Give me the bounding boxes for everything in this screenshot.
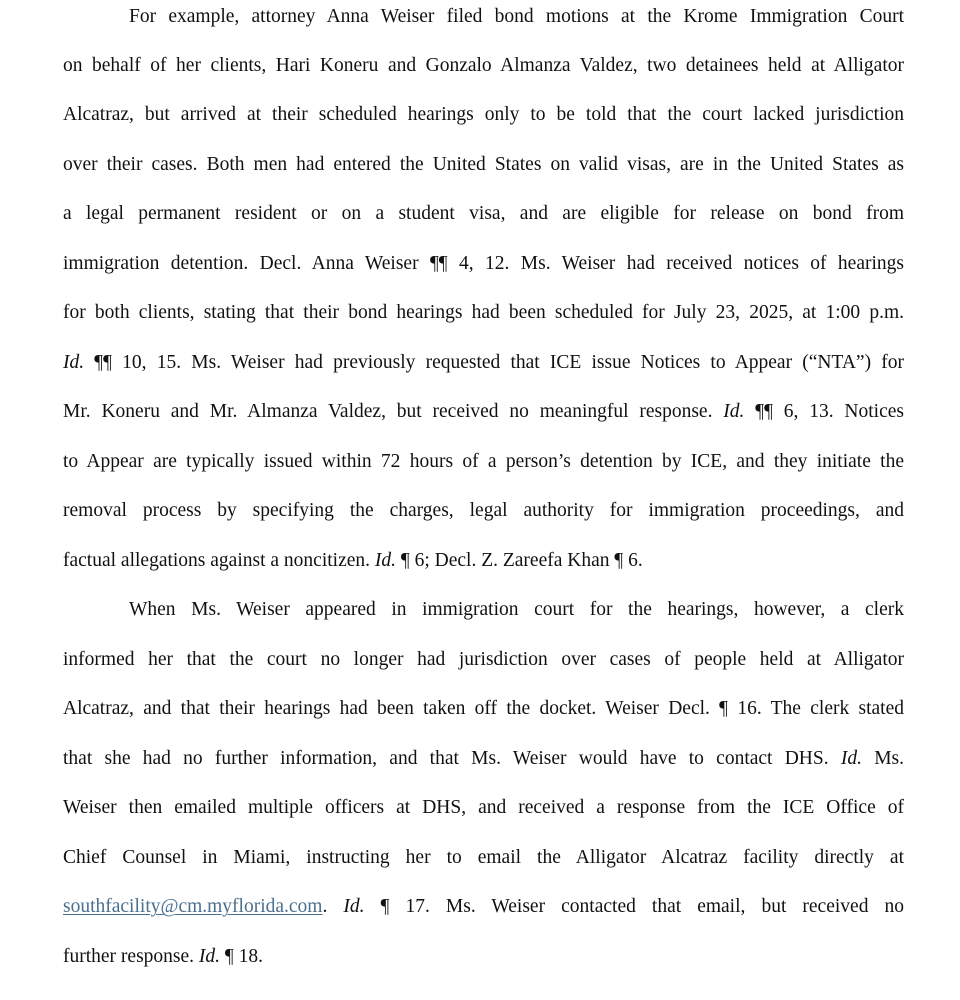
p1-line-6: immigration detention. Decl. Anna Weiser ¶¶ 4, 12. Ms. Weiser had received notices of hearings [63, 253, 904, 274]
p1-line-1: For example, attorney Anna Weiser filed bond motions at the Krome Immigration Court [129, 6, 904, 27]
p2-line-8-text-b: ¶ 18. [220, 946, 264, 967]
p2-line-3: Alcatraz, and that their hearings had been taken off the docket. Weiser Decl. ¶ 16. The clerk stated [63, 698, 904, 719]
p2-line-1: When Ms. Weiser appeared in immigration court for the hearings, however, a clerk [129, 599, 904, 620]
p1-line-3: Alcatraz, but arrived at their scheduled hearings only to be told that the court lacked jurisdiction [63, 104, 904, 125]
p2-line-4-text-a: that she had no further information, and that Ms. Weiser would have to contact DHS. [63, 748, 841, 769]
p2-line-7-text-a: . [322, 896, 344, 917]
id-citation: Id. [374, 550, 397, 571]
email-link[interactable]: southfacility@cm.myflorida.com [63, 896, 323, 917]
p2-line-5: Weiser then emailed multiple officers at DHS, and received a response from the ICE Office of [63, 797, 904, 818]
p2-line-4-text-b: Ms. [861, 748, 904, 769]
p1-line-10: to Appear are typically issued within 72 hours of a person’s detention by ICE, and they initiate the [63, 451, 904, 472]
p1-line-8 [63, 349, 904, 377]
id-citation: Id. [198, 946, 221, 967]
p1-line-7: for both clients, stating that their bond hearings had been scheduled for July 23, 2025, at 1:00 p.m. [63, 302, 904, 323]
p1-line-2: on behalf of her clients, Hari Koneru and Gonzalo Almanza Valdez, two detainees held at Alligator [63, 55, 904, 76]
p1-line-9 [63, 398, 904, 426]
p2-line-7 [63, 893, 904, 921]
p1-line-9-text-b: ¶¶ 6, 13. Notices [744, 401, 904, 422]
p1-line-5: a legal permanent resident or on a student visa, and are eligible for release on bond from [63, 203, 904, 224]
p2-line-6: Chief Counsel in Miami, instructing her to email the Alligator Alcatraz facility directly at [63, 847, 904, 868]
p1-line-12-text-b: ¶ 6; Decl. Z. Zareefa Khan ¶ 6. [396, 550, 643, 571]
p2-line-8 [63, 943, 904, 971]
id-citation: Id. [63, 352, 85, 373]
p1-line-12-text-a: factual allegations against a noncitizen. [63, 550, 375, 571]
p1-line-8-text: ¶¶ 10, 15. Ms. Weiser had previously requested that ICE issue Notices to Appear (“NTA”) for [84, 352, 904, 373]
p1-line-12 [63, 547, 904, 575]
p2-line-4 [63, 745, 904, 773]
p1-line-11: removal process by specifying the charges, legal authority for immigration proceedings, and [63, 500, 904, 521]
p2-line-2: informed her that the court no longer had jurisdiction over cases of people held at Alligator [63, 649, 904, 670]
id-citation: Id. [343, 896, 365, 917]
p2-line-7-text-b: ¶ 17. Ms. Weiser contacted that email, but received no [364, 896, 904, 917]
id-citation: Id. [723, 401, 745, 422]
p1-line-4: over their cases. Both men had entered the United States on valid visas, are in the United States as [63, 154, 904, 175]
p1-line-9-text-a: Mr. Koneru and Mr. Almanza Valdez, but received no meaningful response. [63, 401, 724, 422]
id-citation: Id. [840, 748, 862, 769]
p2-line-8-text-a: further response. [63, 946, 199, 967]
